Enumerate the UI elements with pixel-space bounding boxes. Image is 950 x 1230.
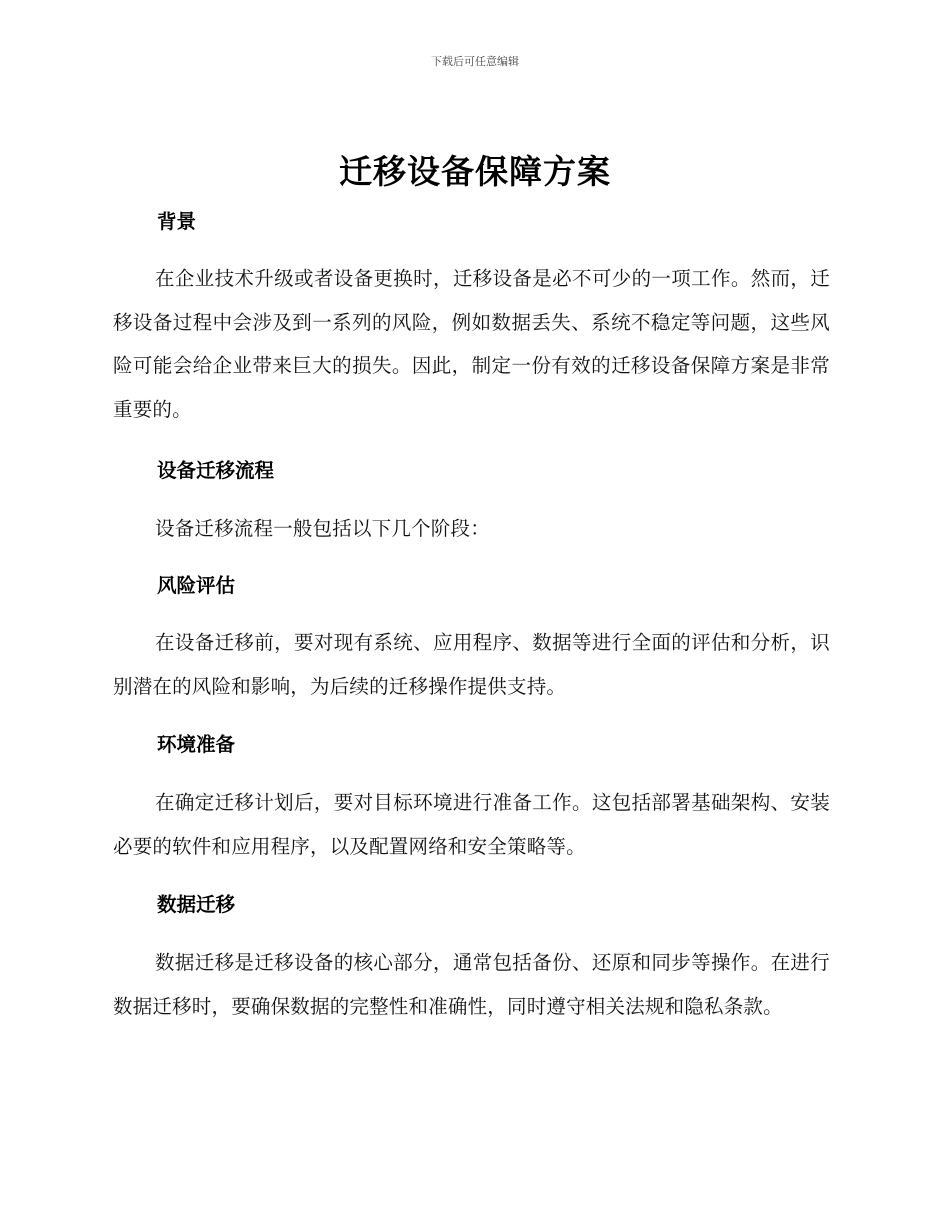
- page-header-note: 下载后可任意编辑: [431, 55, 519, 68]
- section-heading-migration-process: 设备迁移流程: [157, 459, 275, 482]
- section-paragraph-environment-prep: 在确定迁移计划后，要对目标环境进行准备工作。这包括部署基础架构、安装必要的软件和应用程序，以及配置网络和安全策略等。: [113, 791, 830, 858]
- section-heading-background: 背景: [157, 210, 197, 233]
- section-paragraph-data-migration: 数据迁移是迁移设备的核心部分，通常包括备份、还原和同步等操作。在进行数据迁移时，要确保数据的完整性和准确性，同时遵守相关法规和隐私条款。: [113, 951, 830, 1018]
- section-heading-data-migration: 数据迁移: [157, 893, 236, 916]
- section-heading-environment-prep: 环境准备: [157, 733, 236, 756]
- section-paragraph-migration-process: 设备迁移流程一般包括以下几个阶段：: [155, 517, 490, 540]
- document-title: 迁移设备保障方案: [339, 152, 611, 191]
- section-paragraph-background: 在企业技术升级或者设备更换时，迁移设备是必不可少的一项工作。然而，迁移设备过程中会涉及到一系列的风险，例如数据丢失、系统不稳定等问题，这些风险可能会给企业带来巨大的损失。因此，制定一份有效的迁移设备保障方案是非常重要的。: [113, 267, 830, 421]
- section-paragraph-risk-assessment: 在设备迁移前，要对现有系统、应用程序、数据等进行全面的评估和分析，识别潜在的风险和影响，为后续的迁移操作提供支持。: [113, 631, 830, 698]
- section-heading-risk-assessment: 风险评估: [157, 574, 236, 597]
